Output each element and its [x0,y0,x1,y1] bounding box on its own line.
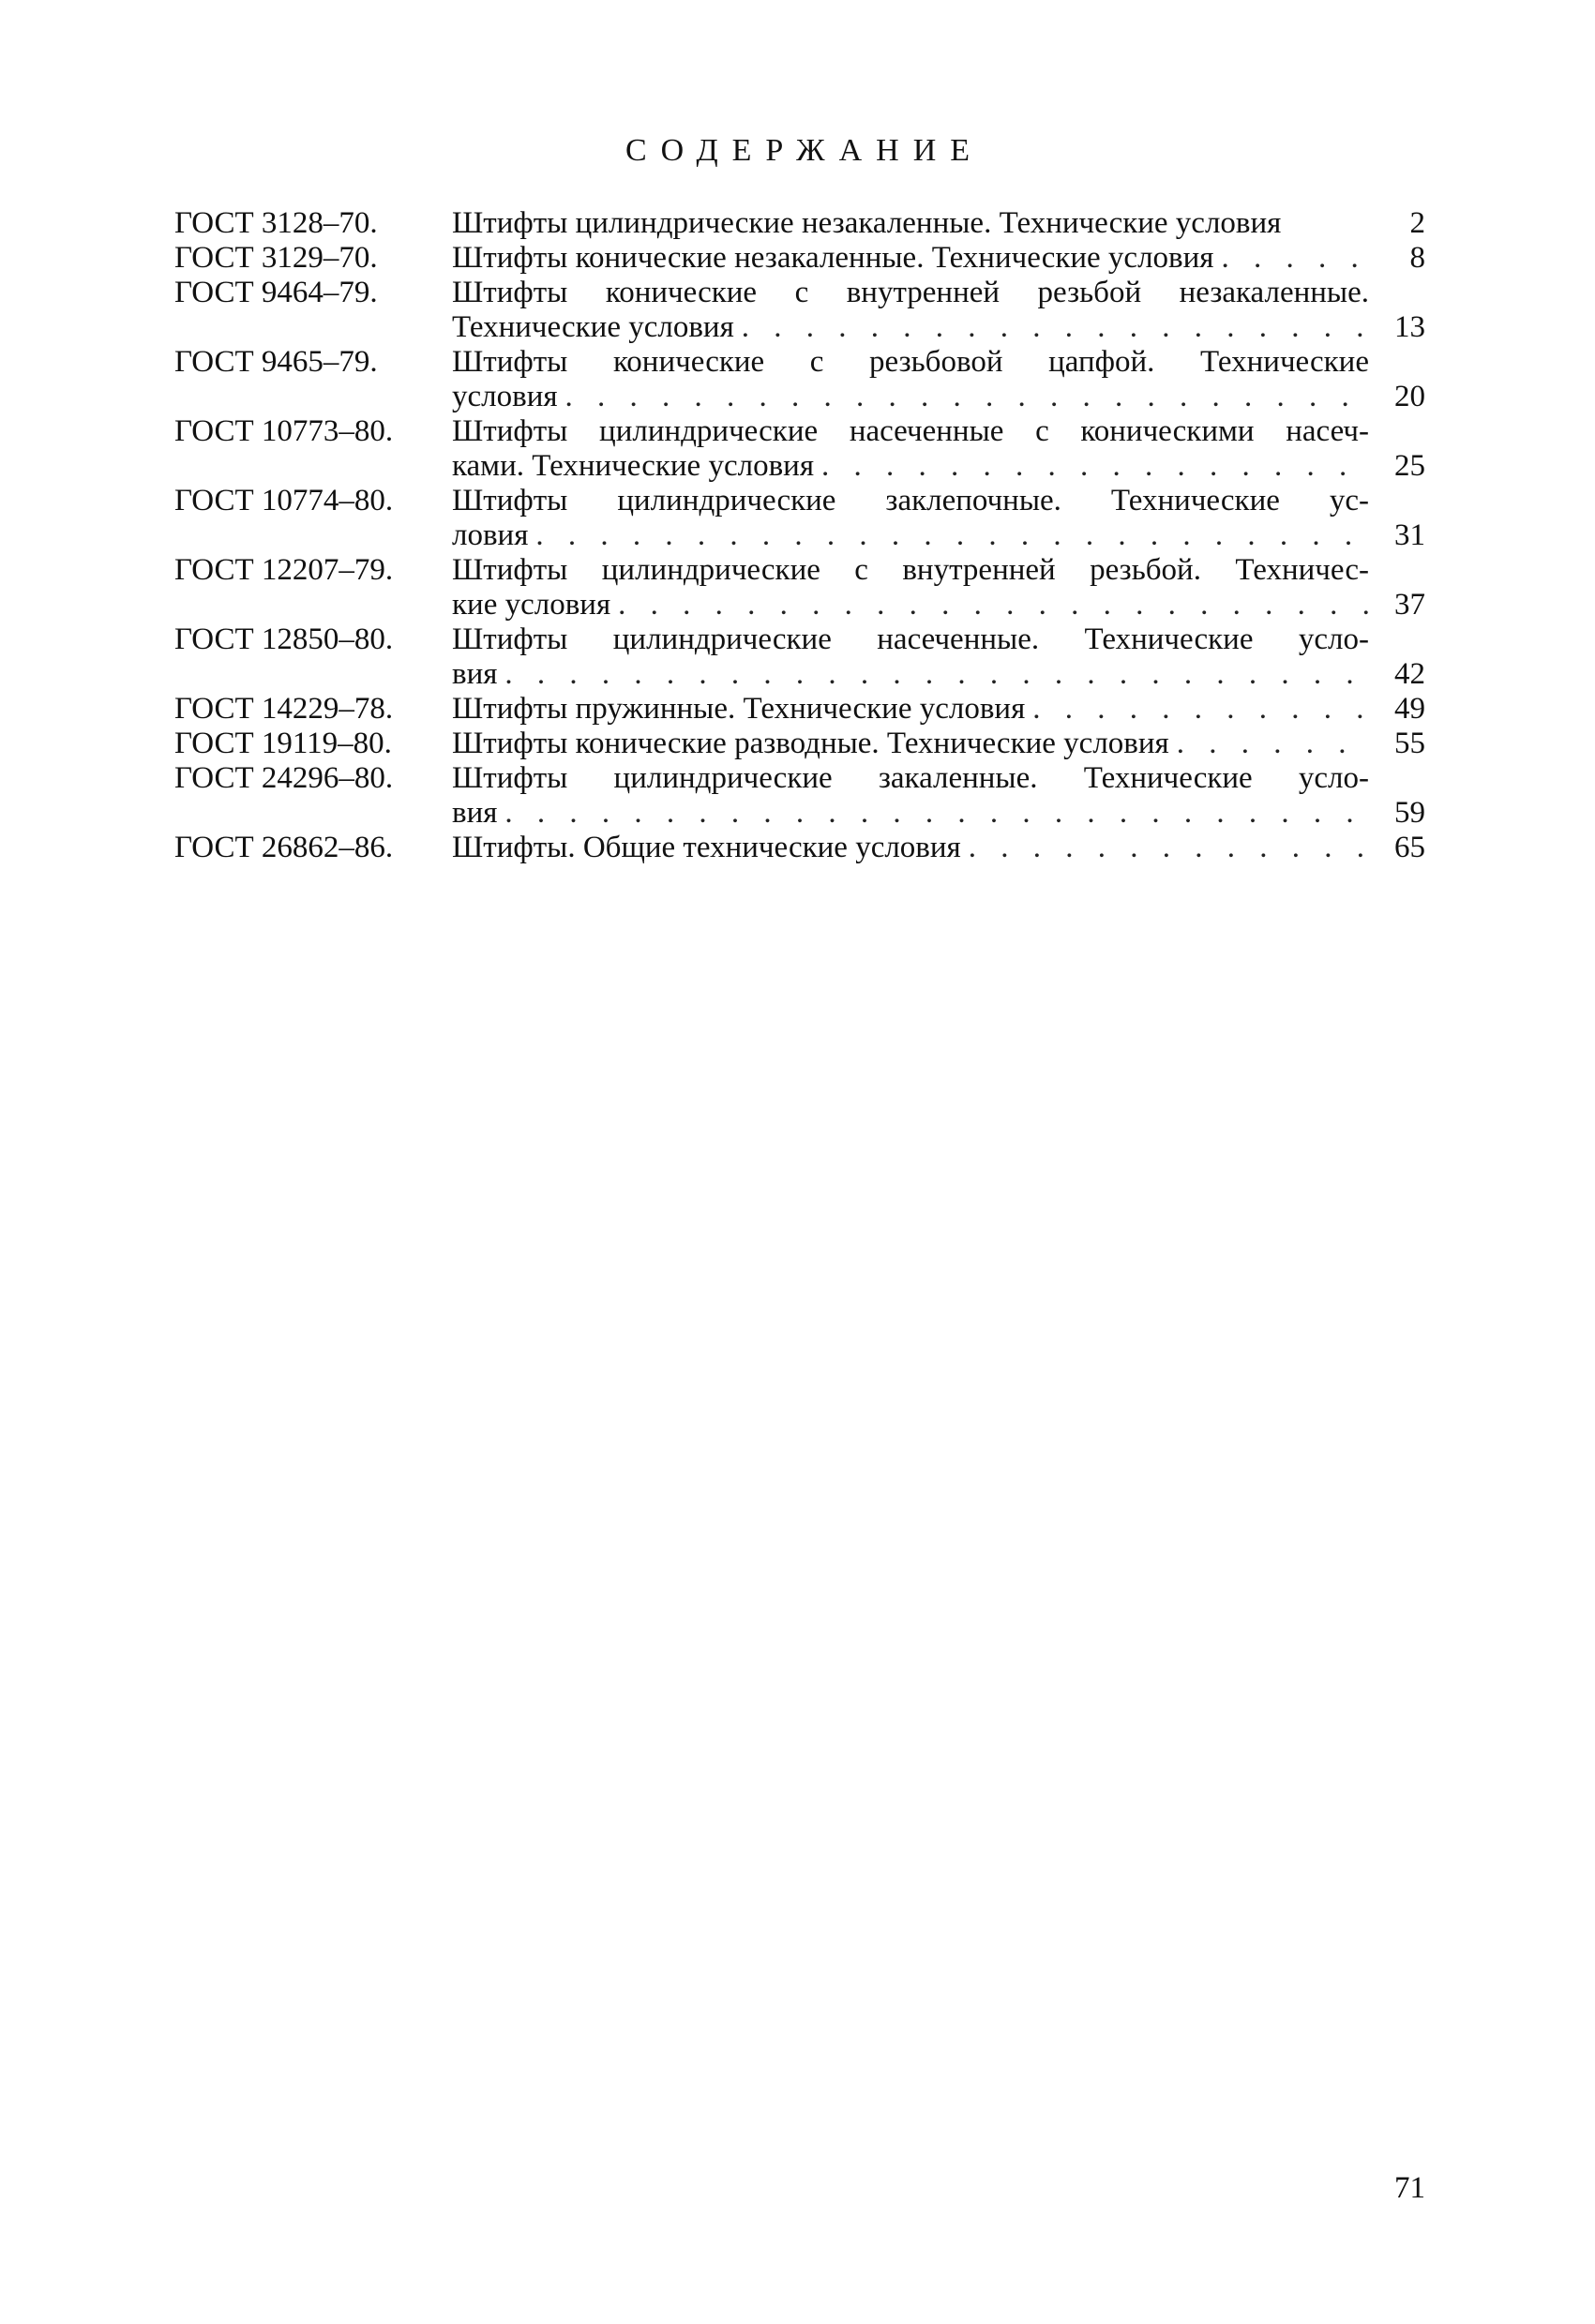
toc-entry-page: 49 [1394,692,1425,726]
toc-entry-title-text: условия [452,380,558,413]
toc-entry [174,553,1425,622]
toc-entry-code: ГОСТ 3128–70. [174,206,378,240]
toc-entry [174,622,1425,692]
toc-entry-title-line [452,796,1369,831]
toc-entry-title [452,831,1369,865]
toc-entry [174,727,1425,761]
toc-entry-title-line [452,588,1369,622]
dot-leader [497,657,1369,692]
toc-entry-title-text: Штифты пружинные. Технические условия [452,692,1026,726]
toc-entry-page: 59 [1394,796,1425,830]
toc-entry-code: ГОСТ 24296–80. [174,761,394,795]
toc-entry-page: 13 [1394,310,1425,344]
toc-entry-title [452,414,1369,484]
toc-entry-title-text: Штифты цилиндрические незакаленные. Технические условия [452,206,1282,240]
toc-entry [174,345,1425,414]
toc-entry-title [452,692,1369,727]
toc-entry-code: ГОСТ 10773–80. [174,414,394,448]
toc-entry [174,692,1425,727]
toc-entry-title-line: Штифты цилиндрические насеченные с коническими насеч- [452,414,1369,448]
toc-entry-title [452,276,1369,345]
dot-leader [1025,692,1369,727]
toc-entry-title-line [452,449,1369,484]
toc-entry-page: 37 [1394,588,1425,622]
toc-entry-title-text: Штифты конические незакаленные. Технические условия [452,241,1214,275]
toc-entry [174,831,1425,865]
dot-leader [1213,241,1369,276]
toc-entry-title-line: Штифты цилиндрические закаленные. Технические усло- [452,761,1369,795]
toc-entry-code: ГОСТ 3129–70. [174,241,378,275]
dot-leader [558,380,1369,414]
toc-entry-title-line [452,727,1369,761]
toc-entry [174,414,1425,484]
toc-entry-title-line [452,518,1369,553]
toc-entry-code: ГОСТ 12850–80. [174,622,394,656]
toc-entry-code: ГОСТ 19119–80. [174,727,392,760]
dot-leader [961,831,1369,865]
toc-entry-code: ГОСТ 12207–79. [174,553,394,587]
toc-entry-title [452,484,1369,553]
dot-leader [528,518,1369,553]
toc-entry [174,761,1425,831]
page-title: СОДЕРЖАНИЕ [624,133,985,168]
toc-entry-title-text: ловия [452,518,529,552]
toc-entry-title [452,622,1369,692]
toc-entry-code: ГОСТ 26862–86. [174,831,394,864]
toc-entry [174,276,1425,345]
toc-entry-title-line [452,206,1369,241]
toc-entry-title-line: Штифты конические с внутренней резьбой незакаленные. [452,276,1369,309]
toc-entry-title [452,345,1369,414]
dot-leader [497,796,1369,831]
toc-entry-title [452,553,1369,622]
toc-entry-code: ГОСТ 14229–78. [174,692,394,726]
toc-entry [174,241,1425,276]
toc-entry-page: 65 [1394,831,1425,864]
toc-entry-title-line [452,692,1369,727]
toc-entry-code: ГОСТ 9464–79. [174,276,378,309]
toc-entry-title [452,761,1369,831]
dot-leader [734,310,1369,345]
toc-entry-title-line: Штифты конические с резьбовой цапфой. Технические [452,345,1369,379]
toc-entry-page: 55 [1394,727,1425,760]
toc-entry-page: 31 [1394,518,1425,552]
toc-entry-title-text: вия [452,657,498,691]
toc-entry-title-line [452,241,1369,276]
toc-entry-title-text: кие условия [452,588,611,622]
toc-entry-title-line [452,831,1369,865]
toc-entry-title-line: Штифты цилиндрические с внутренней резьбой. Техничес- [452,553,1369,587]
page-number: 71 [1394,2171,1425,2205]
toc-entry-page: 20 [1394,380,1425,413]
toc-entry-page: 2 [1409,206,1425,240]
toc-entry-code: ГОСТ 9465–79. [174,345,378,379]
toc-entry-title-line [452,310,1369,345]
dot-leader [610,588,1369,622]
toc-entry-title-text: Технические условия [452,310,734,344]
toc-entry-title [452,241,1369,276]
toc-entry-title-line: Штифты цилиндрические насеченные. Технические усло- [452,622,1369,656]
dot-leader [1169,727,1369,761]
toc-entry-title-text: Штифты. Общие технические условия [452,831,961,864]
toc-entry-title-line: Штифты цилиндрические заклепочные. Технические ус- [452,484,1369,517]
toc-entry-title-text: Штифты конические разводные. Технические условия [452,727,1169,760]
toc-entry-title-line [452,380,1369,414]
dot-leader [814,449,1369,484]
toc-entry [174,206,1425,241]
toc-entry-title-line [452,657,1369,692]
toc-entry-title-text: вия [452,796,498,830]
toc-entry-title [452,206,1369,241]
table-of-contents [174,206,1425,865]
toc-entry-title-text: ками. Технические условия [452,449,814,483]
toc-entry-page: 8 [1409,241,1425,275]
toc-entry-page: 42 [1394,657,1425,691]
toc-entry-code: ГОСТ 10774–80. [174,484,394,517]
toc-entry [174,484,1425,553]
toc-entry-page: 25 [1394,449,1425,483]
toc-entry-title [452,727,1369,761]
